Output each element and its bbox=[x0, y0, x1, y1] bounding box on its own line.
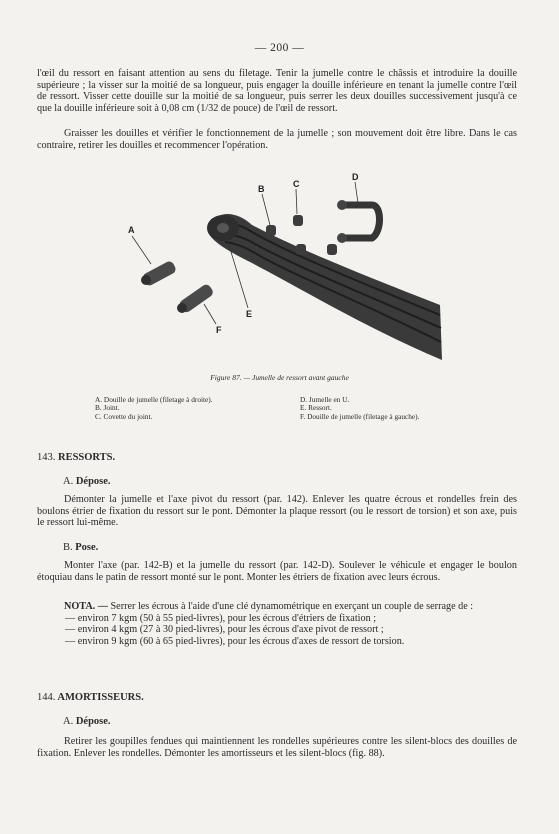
nota-item: — environ 7 kgm (50 à 55 pied-livres), pour les écrous d'étriers de fixation ; bbox=[65, 612, 377, 624]
figure-label-f: F bbox=[216, 325, 222, 335]
legend-right-column bbox=[300, 396, 419, 421]
nota-label: NOTA. — bbox=[64, 601, 108, 612]
page-number: — 200 — bbox=[254, 42, 305, 54]
subsection-143a-heading bbox=[63, 476, 111, 487]
nota-item: — environ 9 kgm (60 à 65 pied-livres), pour les écrous d'axes de ressort de torsion. bbox=[65, 635, 405, 647]
subsection-label: B. bbox=[63, 542, 73, 553]
legend-left-column bbox=[95, 396, 213, 421]
figure-label-a: A bbox=[128, 225, 135, 235]
section-title: AMORTISSEURS. bbox=[57, 692, 144, 703]
figure-label-b: B bbox=[258, 184, 265, 194]
legend-item: F. Douille de jumelle (filetage à gauche). bbox=[300, 411, 420, 421]
section-144-heading bbox=[37, 692, 144, 703]
legend-item: B. Joint. bbox=[95, 403, 120, 413]
nota-text: Serrer les écrous à l'aide d'une clé dynamométrique en exerçant un couple de serrage de : bbox=[110, 601, 474, 612]
subsection-144a-heading bbox=[63, 716, 111, 727]
section-number: 143. bbox=[37, 452, 56, 463]
subsection-title: Dépose. bbox=[75, 476, 111, 487]
intro-paragraph-2: Graisser les douilles et vérifier le fonctionnement de la jumelle ; son mouvement doit être libre. Dans le cas contraire, retirer les douilles et recommencer l'opération. bbox=[37, 128, 517, 151]
nota-block bbox=[37, 601, 517, 647]
figure-label-c: C bbox=[293, 179, 300, 189]
section-143b-text: Monter l'axe (par. 142-B) et la jumelle du ressort (par. 142-D). Soulever le véhicule et engager le boulon étoquiau dans le patin de ressort monté sur le pont. Monter les étriers de fixation avec leurs écrous. bbox=[37, 560, 517, 583]
nota-item: — environ 4 kgm (27 à 30 pied-livres), pour les écrous d'axe pivot de ressort ; bbox=[65, 624, 384, 636]
section-144a-text: Retirer les goupilles fendues qui maintiennent les rondelles supérieures contre les silent-blocs des douilles de fixation. Enlever les rondelles. Démonter les amortisseurs et les silent-blocs (fig. 88). bbox=[37, 736, 517, 759]
legend-item: E. Ressort. bbox=[300, 403, 332, 413]
section-143-heading bbox=[37, 452, 115, 463]
subsection-label: A. bbox=[63, 476, 74, 487]
subsection-title: Dépose. bbox=[75, 716, 111, 727]
section-143a-text: Démonter la jumelle et l'axe pivot du ressort (par. 142). Enlever les quatre écrous et rondelles frein des boulons étrier de fixation du ressort sur le pont. Démonter la plaque ressort (ou le ressort de torsion) et son axe, puis le ressort lui-même. bbox=[37, 494, 517, 529]
bushing-a-image bbox=[141, 260, 177, 287]
spring-leaf-image bbox=[207, 214, 442, 360]
legend-item: A. Douille de jumelle (filetage à droite). bbox=[95, 395, 213, 404]
subsection-title: Pose. bbox=[75, 542, 99, 553]
figure-caption: Figure 87. — Jumelle de ressort avant gauche bbox=[210, 373, 349, 382]
subsection-143b-heading bbox=[63, 542, 98, 553]
subsection-label: A. bbox=[63, 716, 74, 727]
legend-item: D. Jumelle en U. bbox=[300, 395, 350, 404]
section-number: 144. bbox=[37, 692, 56, 703]
section-title: RESSORTS. bbox=[58, 452, 116, 463]
legend-item: C. Covette du joint. bbox=[95, 411, 153, 421]
figure-87-illustration bbox=[120, 170, 460, 370]
figure-label-e: E bbox=[246, 309, 253, 319]
figure-label-d: D bbox=[352, 172, 359, 182]
intro-paragraph-1: l'œil du ressort en faisant attention au sens du filetage. Tenir la jumelle contre le châssis et introduire la douille supérieure ; la visser sur la moitié de sa longueur, puis engager la douille inférieure en tenant la jumelle contre l'œil de ressort. Visser cette douille sur la moitié de sa longueur, puis serrer les deux douilles successivement jusqu'à ce que la douille inférieure soit à 0,08 cm (1/32 de pouce) de l'œil de ressort. bbox=[37, 68, 517, 114]
bushing-f-image bbox=[177, 283, 215, 314]
u-shackle-image bbox=[337, 200, 380, 243]
